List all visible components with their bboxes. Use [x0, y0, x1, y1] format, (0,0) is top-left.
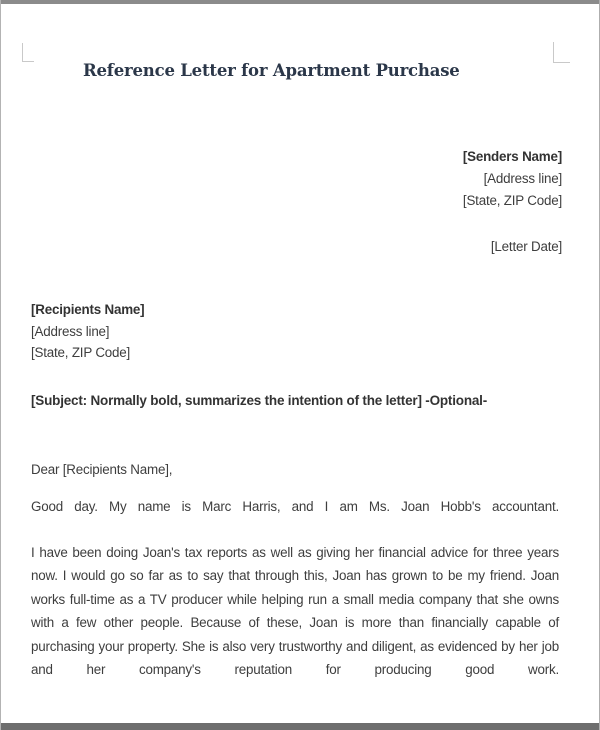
- sender-address-line: [Address line]: [483, 171, 562, 186]
- recipient-name: [Recipients Name]: [31, 302, 145, 317]
- subject-line: [Subject: Normally bold, summarizes the intention of the letter] -Optional-: [31, 393, 488, 408]
- recipient-state-zip: [State, ZIP Code]: [31, 345, 131, 360]
- salutation: Dear [Recipients Name],: [31, 462, 173, 477]
- recipient-block: [31, 299, 144, 364]
- sender-block: [463, 146, 562, 258]
- bottom-border-bar: [1, 723, 599, 730]
- top-border-bar: [1, 0, 599, 4]
- sender-state-zip: [State, ZIP Code]: [462, 193, 562, 208]
- sender-name: [Senders Name]: [462, 149, 562, 164]
- body-paragraph: I have been doing Joan's tax reports as well as giving her financial advice for three years now. I would go so far as to say that through this, Joan has grown to be my friend. Joan works full-time as a TV producer while helping run a small media company that she owns with a few other people. Because of these, Joan is more than financially capable of purchasing your property. She is also very trustworthy and diligent, as evidenced by her job and her company's reputation for producing good work.: [31, 545, 559, 678]
- corner-mark-top-right: [553, 42, 570, 63]
- intro-paragraph: Good day. My name is Marc Harris, and I am Ms. Joan Hobb's accountant.: [31, 499, 559, 514]
- recipient-address-line: [Address line]: [31, 323, 110, 339]
- letter-date: [Letter Date]: [490, 239, 562, 254]
- corner-mark-top-left: [22, 43, 34, 62]
- page-title: Reference Letter for Apartment Purchase: [83, 61, 460, 80]
